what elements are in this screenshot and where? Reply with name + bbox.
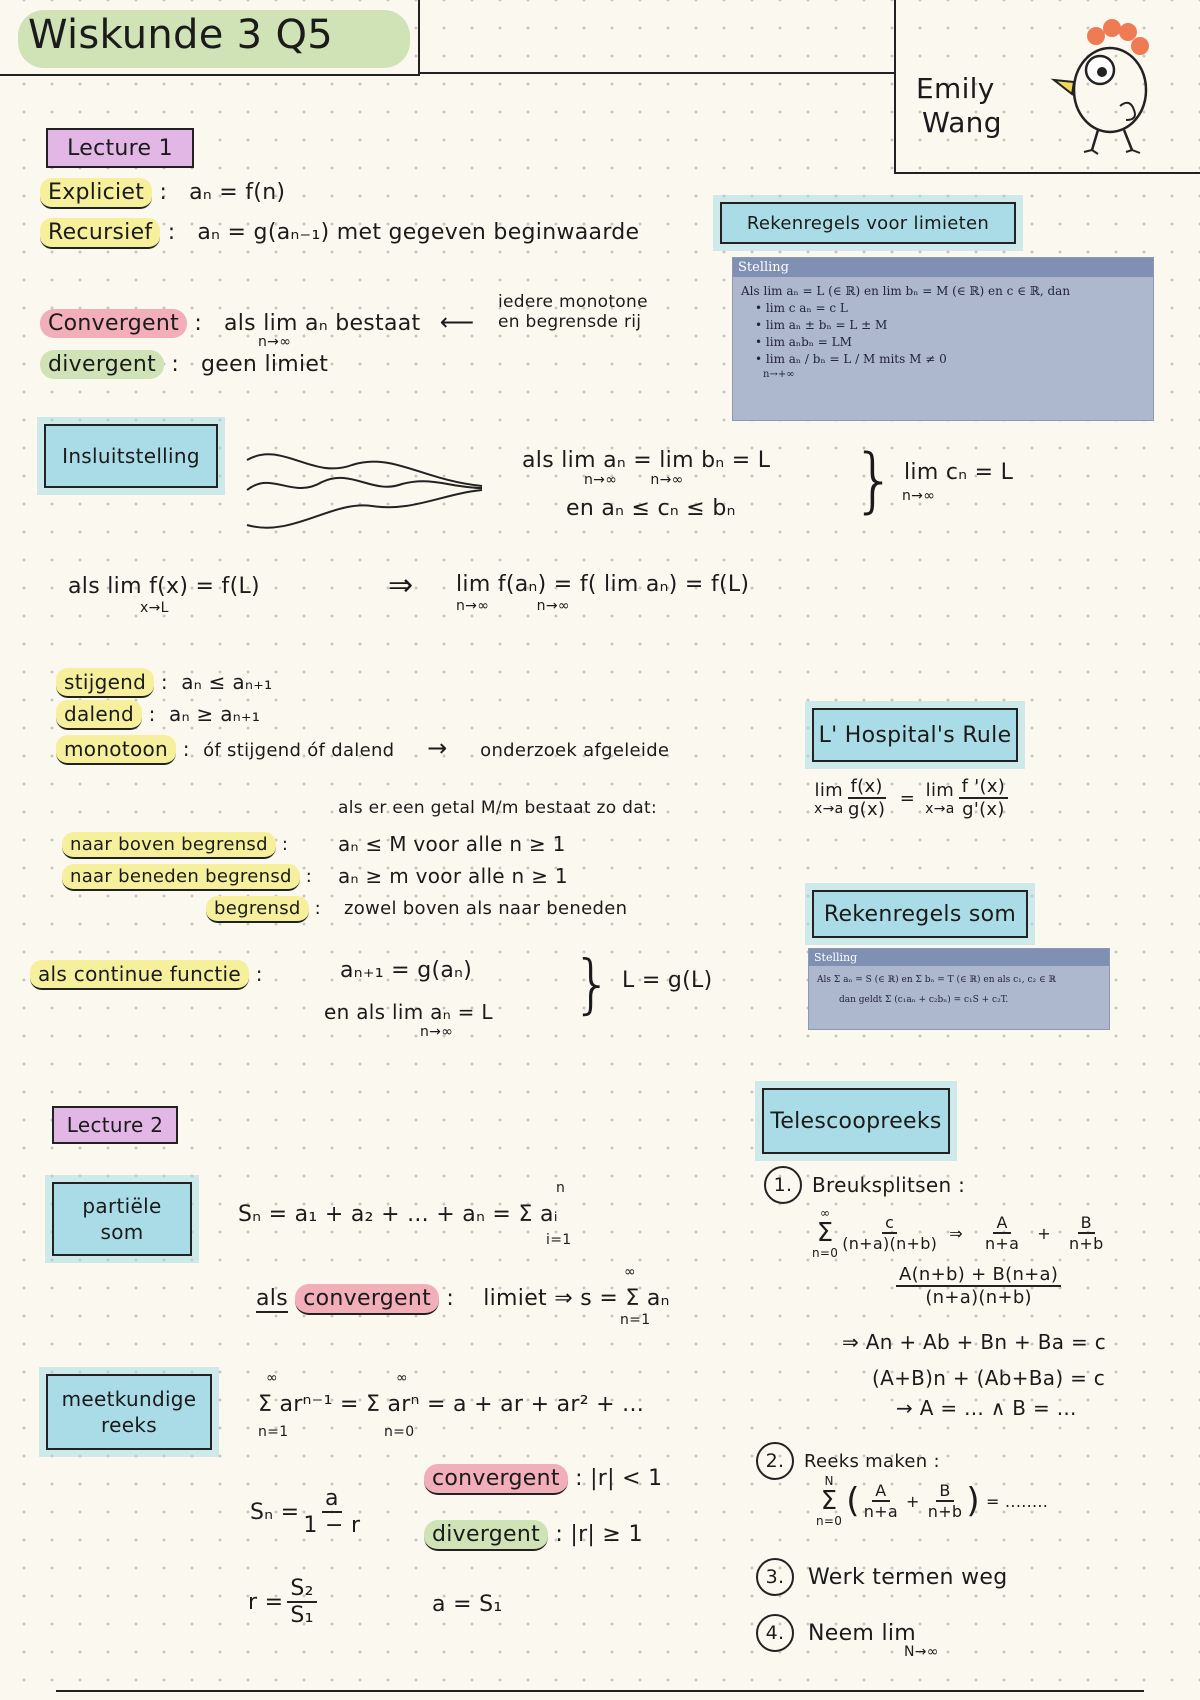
rhs-fraction: [959, 776, 1009, 820]
step-4-sub: N→∞: [904, 1644, 939, 1660]
sum1-bottom: n=1: [258, 1424, 289, 1440]
a-den: n+a: [984, 1234, 1020, 1253]
step1-sum-top: ∞: [819, 1206, 831, 1220]
step1-line-2: (A+B)n + (Ab+Ba) = c: [872, 1366, 1106, 1390]
sn-formula: [250, 1486, 364, 1538]
step1-frac-den: (n+a)(n+b): [842, 1234, 938, 1253]
partiele-som-formula: Sₙ = a₁ + a₂ + ... + aₙ = Σ aᵢ: [238, 1202, 558, 1227]
def-boven: aₙ ≤ M voor alle n ≥ 1: [338, 832, 566, 856]
a-fraction: [985, 1213, 1019, 1253]
insluit-condition-2: en aₙ ≤ cₙ ≤ bₙ: [566, 496, 736, 521]
insluitstelling-label: Insluitstelling: [44, 424, 218, 488]
step2-plus: +: [906, 1491, 920, 1511]
step1-fraction: [842, 1213, 937, 1253]
header-divider: [418, 72, 894, 74]
step-3-number: 3.: [756, 1558, 794, 1596]
sn-num: a: [322, 1486, 342, 1513]
step-1: [764, 1166, 965, 1204]
brace-icon: }: [852, 439, 897, 521]
step-4-title: Neem lim: [808, 1620, 917, 1646]
note-line-2: en begrensde rij: [498, 312, 642, 332]
continue-eq-2: en als lim aₙ = L: [324, 1000, 493, 1024]
def-stijgend: aₙ ≤ aₙ₊₁: [181, 670, 273, 694]
step2-b-num: B: [936, 1481, 953, 1502]
monotoon-action: onderzoek afgeleide: [480, 740, 670, 761]
card-title: Stelling: [733, 258, 1153, 277]
term-monotoon: monotoon: [56, 735, 176, 765]
partiele-label-1: partiële: [82, 1194, 162, 1218]
paren-open-icon: (: [846, 1481, 860, 1521]
step-1-title: Breuksplitsen :: [812, 1173, 966, 1197]
continue-eq-1: aₙ₊₁ = g(aₙ): [340, 958, 473, 983]
def-recursief: aₙ = g(aₙ₋₁) met gegeven beginwaarde: [197, 220, 640, 245]
lhs-den: g(x): [847, 799, 886, 820]
continuity-condition: als lim f(x) = f(L): [68, 574, 260, 599]
page-title: Wiskunde 3 Q5: [28, 12, 333, 58]
partiele-sum-top: n: [556, 1180, 566, 1196]
equals-sign: =: [899, 787, 916, 809]
conv-limit: limiet ⇒ s = Σ aₙ: [483, 1286, 670, 1311]
implies-icon-2: ⇒: [949, 1223, 963, 1243]
definition-recursief: Recursief : aₙ = g(aₙ₋₁) met gegeven beginwaarde: [40, 220, 639, 245]
som-line-2: dan geldt Σ (c₁aₙ + c₂bₙ) = c₁S + c₂T.: [839, 995, 1009, 1005]
combined-frac: [896, 1264, 1061, 1308]
r-den: S₁: [290, 1603, 314, 1628]
bottom-divider: [56, 1690, 1144, 1692]
r-num: S₂: [287, 1576, 316, 1603]
step1-line-1: ⇒ An + Ab + Bn + Ba = c: [842, 1330, 1107, 1354]
meetkundige-divergent: [424, 1522, 643, 1547]
a-num: A: [993, 1213, 1010, 1234]
continuity-result: lim f(aₙ) = f( lim aₙ) = f(L): [456, 572, 750, 597]
som-line-1: Als Σ aₙ = S (∈ ℝ) en Σ bₙ = T (∈ ℝ) en als c₁, c₂ ∈ ℝ: [817, 975, 1056, 985]
arrow-left-icon: ⟵: [439, 308, 475, 336]
b-den: n+b: [1068, 1234, 1104, 1253]
continue-functie-term: als continue functie :: [30, 962, 263, 986]
term-beneden: naar beneden begrensd: [62, 864, 300, 891]
partiele-sum-bottom: i=1: [546, 1232, 572, 1248]
author-last-name: Wang: [922, 106, 1002, 139]
b-fraction: [1069, 1213, 1104, 1253]
sum2-bottom: n=0: [384, 1424, 415, 1440]
lecture-1-label: Lecture 1: [46, 128, 194, 168]
definition-monotoon: monotoon : óf stijgend óf dalend → onderzoek afgeleide: [56, 734, 669, 762]
term-boven: naar boven begrensd: [62, 832, 276, 859]
convergent-sub: n→∞: [258, 334, 292, 350]
sn-den: 1 − r: [303, 1513, 361, 1538]
lhospital-formula: [814, 776, 1012, 820]
conv-term: convergent: [295, 1284, 439, 1315]
breuksplits-formula: [812, 1206, 1108, 1260]
rule-2: • lim aₙ ± bₙ = L ± M: [755, 318, 888, 332]
a-formula: a = S₁: [432, 1592, 503, 1617]
combined-den: (n+a)(n+b): [925, 1287, 1032, 1308]
definition-boven: naar boven begrensd :: [62, 834, 300, 855]
som-card-body: [809, 966, 1109, 1014]
continue-eq-2-sub: n→∞: [420, 1024, 454, 1040]
continuity-condition-sub: x→L: [140, 600, 169, 616]
definition-divergent: divergent : geen limiet: [40, 352, 328, 377]
term-expliciet: Expliciet: [40, 178, 152, 209]
conv-sum-top: ∞: [624, 1264, 636, 1280]
def-dalend: aₙ ≥ aₙ₊₁: [169, 702, 261, 726]
insluit-result: lim cₙ = L: [904, 460, 1014, 485]
lhs-lim: lim: [814, 779, 843, 801]
term-convergent: Convergent: [40, 309, 187, 338]
meet-div-cond: : |r| ≥ 1: [555, 1522, 643, 1547]
rule-3-text: lim aₙbₙ = LM: [765, 335, 852, 349]
lim-subscript: n→+∞: [763, 369, 795, 380]
implies-icon: ⇒: [388, 568, 414, 603]
step2-a-fraction: [864, 1481, 898, 1521]
meet-conv-cond: : |r| < 1: [575, 1466, 663, 1491]
note-line-1: iedere monotone: [498, 292, 648, 312]
step2-tail: = ........: [985, 1491, 1049, 1511]
term-recursief: Recursief: [40, 218, 160, 249]
step1-sum-bottom: n=0: [812, 1246, 839, 1260]
rule-4-text: lim aₙ / bₙ = L / M mits M ≠ 0: [765, 352, 947, 366]
lhospital-label: L' Hospital's Rule: [812, 708, 1018, 762]
rule-1-text: lim c aₙ = c L: [765, 301, 848, 315]
step-3-title: Werk termen weg: [808, 1564, 1008, 1590]
definition-begrensd: begrensd :: [206, 898, 321, 919]
step2-sum-bottom: n=0: [816, 1514, 843, 1528]
insluit-condition-1-sub: n→∞ n→∞: [584, 472, 684, 488]
combined-num: A(n+b) + B(n+a): [896, 1264, 1061, 1287]
som-card-title: Stelling: [809, 949, 1109, 966]
def-expliciet: aₙ = f(n): [189, 180, 286, 205]
step2-b-den: n+b: [927, 1502, 963, 1521]
r-formula: [248, 1576, 321, 1628]
step2-sum: [816, 1474, 842, 1528]
rhs-sub: x→a: [925, 800, 955, 817]
plus-sign: +: [1037, 1223, 1051, 1243]
card-body: [733, 277, 1153, 387]
term-stijgend: stijgend: [56, 668, 154, 698]
rule-2-text: lim aₙ ± bₙ = L ± M: [765, 318, 888, 332]
rhs-lim: lim: [925, 779, 955, 801]
meetkundige-reeks-label: [46, 1374, 212, 1450]
step-1-number: 1.: [764, 1166, 802, 1204]
rule-3: • lim aₙbₙ = LM: [755, 335, 852, 349]
step-2-number: 2.: [756, 1442, 794, 1480]
sum2-top: ∞: [396, 1370, 408, 1386]
chicken-doodle-icon: [1040, 10, 1180, 155]
def-divergent: geen limiet: [200, 352, 329, 377]
def-beneden: aₙ ≥ m voor alle n ≥ 1: [338, 864, 568, 888]
author-name: [916, 72, 1002, 140]
continuity-result-sub: n→∞ n→∞: [456, 598, 570, 614]
step2-sum-top: N: [824, 1474, 834, 1488]
conv-sum-bottom: n=1: [620, 1312, 651, 1328]
meetkundige-convergent: [424, 1466, 662, 1491]
r-lhs: r =: [248, 1589, 284, 1615]
r-fraction: [287, 1576, 316, 1628]
bounded-intro: als er een getal M/m bestaat zo dat:: [338, 798, 657, 818]
meetkundige-formula: Σ arⁿ⁻¹ = Σ arⁿ = a + ar + ar² + ...: [258, 1392, 645, 1417]
paren-close-icon: ): [966, 1481, 980, 1521]
squeeze-sketch-icon: [242, 440, 492, 540]
lhs-fraction: [848, 776, 886, 820]
term-divergent: divergent: [40, 350, 164, 379]
telescoopreeks-label: Telescoopreeks: [762, 1088, 950, 1154]
def-monotoon: óf stijgend óf dalend: [203, 740, 395, 761]
step1-line-3: → A = ... ∧ B = ...: [896, 1396, 1077, 1420]
sum1-top: ∞: [266, 1370, 278, 1386]
brace-icon-2: }: [572, 948, 613, 1022]
term-dalend: dalend: [56, 700, 142, 730]
definition-beneden: naar beneden begrensd :: [62, 866, 312, 887]
continue-result: L = g(L): [622, 968, 713, 993]
rhs-limit: [925, 780, 955, 817]
partiele-label-2: som: [100, 1220, 144, 1244]
rule-4: • lim aₙ / bₙ = L / M mits M ≠ 0: [755, 352, 947, 366]
lhs-num: f(x): [848, 776, 886, 799]
meet-div-term: divergent: [424, 1520, 548, 1551]
def-begrensd: zowel boven als naar beneden: [344, 898, 628, 919]
step2-a-num: A: [872, 1481, 889, 1502]
conv-prefix: als: [256, 1286, 288, 1311]
step2-a-den: n+a: [863, 1502, 899, 1521]
definition-dalend: dalend : aₙ ≥ aₙ₊₁: [56, 702, 260, 726]
term-begrensd: begrensd: [206, 896, 309, 923]
combined-fraction: [892, 1264, 1065, 1308]
sn-lhs: Sₙ =: [250, 1499, 300, 1525]
meetkundige-label-1: meetkundige: [61, 1387, 197, 1411]
definition-convergent: Convergent : als lim aₙ bestaat ⟵: [40, 308, 474, 336]
definition-stijgend: stijgend : aₙ ≤ aₙ₊₁: [56, 670, 272, 694]
definition-expliciet: Expliciet : aₙ = f(n): [40, 180, 285, 205]
insluit-result-sub: n→∞: [902, 488, 936, 504]
stelling-limieten-card: [732, 257, 1154, 421]
def-convergent: als lim aₙ bestaat: [223, 311, 421, 336]
term-continue-functie: als continue functie: [30, 960, 249, 990]
rule-1: • lim c aₙ = c L: [755, 301, 848, 315]
author-first-name: Emily: [916, 72, 995, 105]
step-4: [756, 1614, 916, 1652]
rhs-den: g'(x): [962, 799, 1005, 820]
step1-frac-num: c: [882, 1213, 897, 1234]
sigma-icon-2: Σ: [820, 1486, 838, 1516]
lhs-sub: x→a: [814, 800, 844, 817]
step-2-title: Reeks maken :: [804, 1450, 940, 1472]
meetkundige-label-2: reeks: [101, 1413, 157, 1437]
rekenregels-limieten-label: Rekenregels voor limieten: [720, 202, 1016, 244]
sn-fraction: [303, 1486, 360, 1538]
meet-conv-term: convergent: [424, 1464, 568, 1495]
rhs-num: f '(x): [959, 776, 1009, 799]
stelling-intro: Als lim aₙ = L (∈ ℝ) en lim bₙ = M (∈ ℝ) en c ∈ ℝ, dan: [741, 284, 1071, 298]
step1-sum: [812, 1206, 838, 1260]
convergent-note: [498, 292, 648, 332]
rekenregels-som-label: Rekenregels som: [812, 890, 1028, 938]
lecture-2-label: Lecture 2: [52, 1106, 178, 1144]
stelling-som-card: [808, 948, 1110, 1030]
step-4-number: 4.: [756, 1614, 794, 1652]
lhs-limit: [814, 780, 844, 817]
insluit-condition-1: als lim aₙ = lim bₙ = L: [522, 448, 771, 473]
partiele-convergent-line: als convergent : limiet ⇒ s = Σ aₙ: [256, 1286, 670, 1311]
step2-b-fraction: [928, 1481, 963, 1521]
arrow-right-icon: →: [427, 734, 448, 762]
reeks-formula: [816, 1474, 1048, 1528]
sigma-icon: Σ: [816, 1218, 834, 1248]
partiele-som-label: [52, 1182, 192, 1256]
b-num: B: [1078, 1213, 1095, 1234]
step-3: [756, 1558, 1008, 1596]
